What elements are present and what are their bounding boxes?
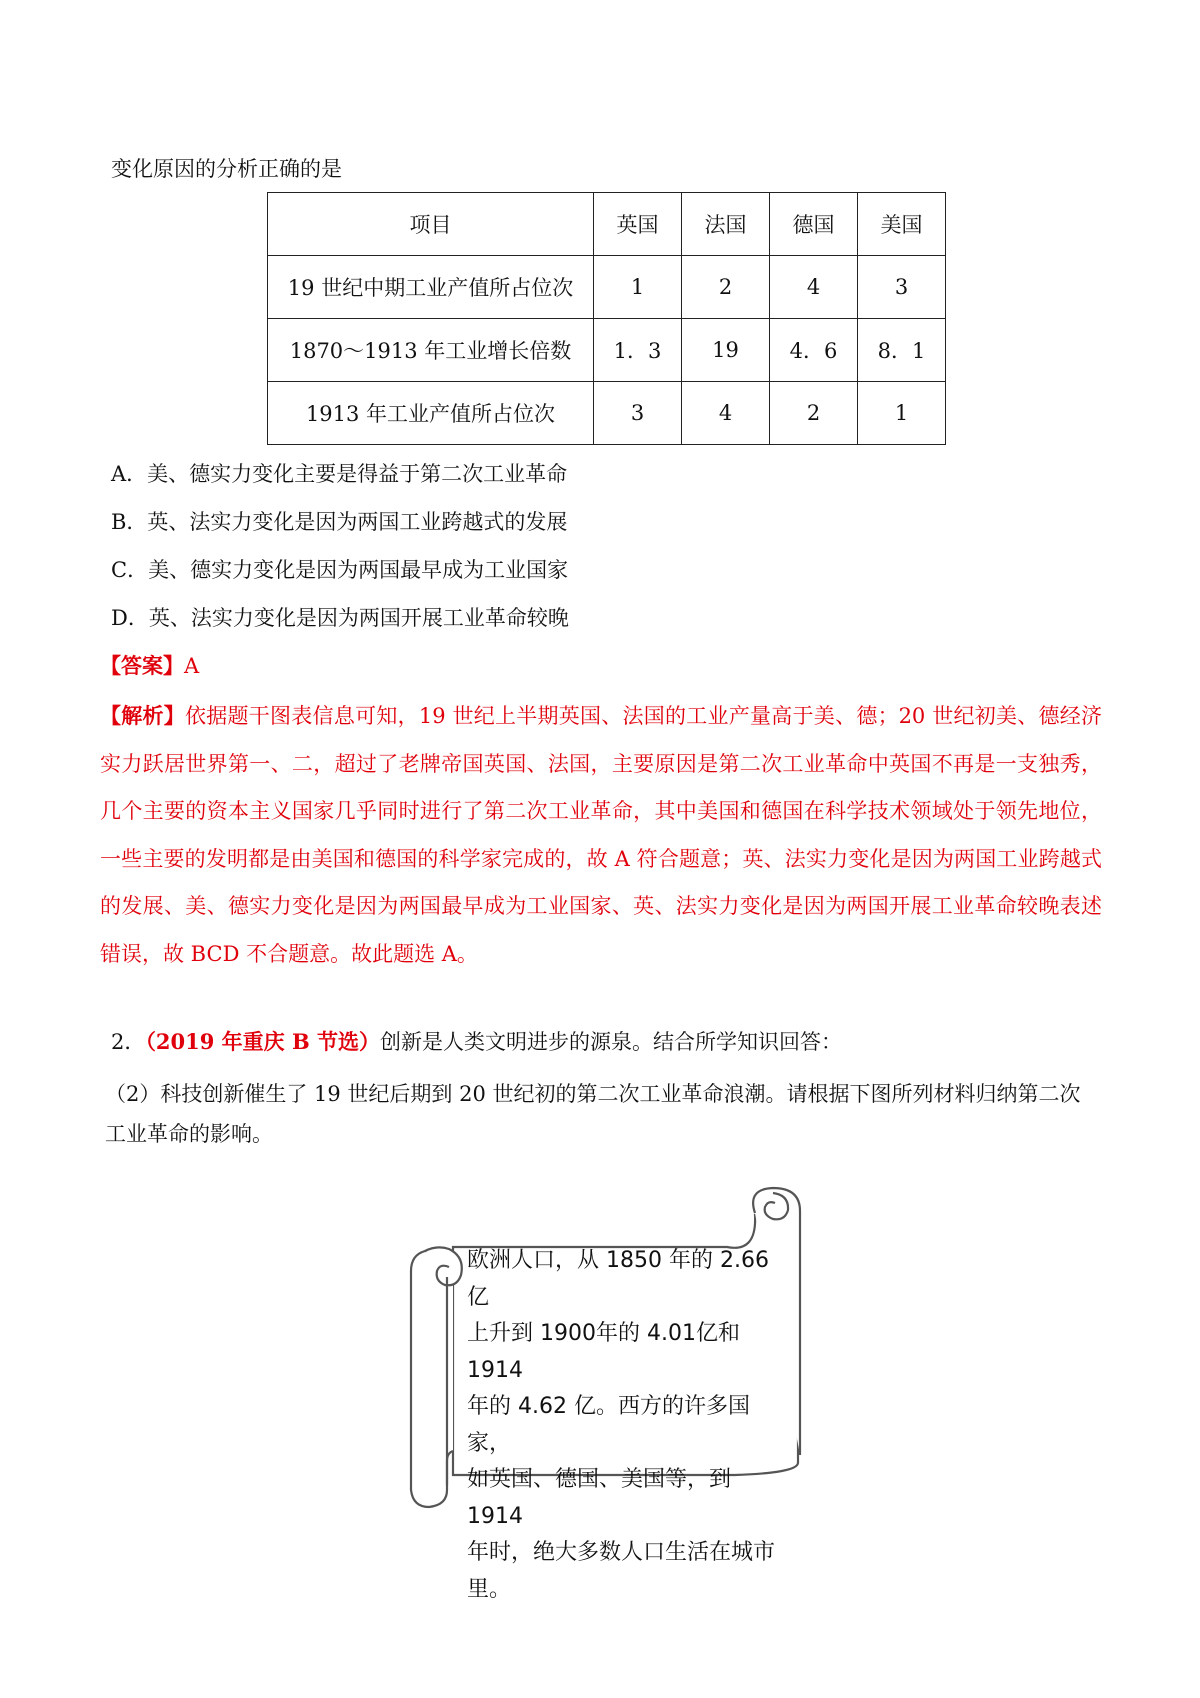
scroll-illustration bbox=[405, 1185, 815, 1602]
table-cell: 1913 年工业产值所占位次 bbox=[268, 382, 594, 445]
analysis-label: 【解析】 bbox=[100, 703, 186, 728]
table-header-cell: 德国 bbox=[770, 193, 858, 256]
table-cell: 2 bbox=[770, 382, 858, 445]
question-2-title bbox=[111, 1026, 842, 1058]
data-table bbox=[267, 192, 946, 445]
table-cell: 8．1 bbox=[858, 319, 946, 382]
table-row bbox=[268, 382, 946, 445]
analysis-paragraph bbox=[100, 692, 1102, 978]
option-b: B．英、法实力变化是因为两国工业跨越式的发展 bbox=[111, 510, 568, 534]
table-cell: 1870～1913 年工业增长倍数 bbox=[268, 319, 594, 382]
table-cell: 4 bbox=[770, 256, 858, 319]
table-cell: 2 bbox=[682, 256, 770, 319]
answer-label: 【答案】 bbox=[100, 653, 184, 678]
table-cell: 1．3 bbox=[594, 319, 682, 382]
table-cell: 1 bbox=[594, 256, 682, 319]
question-intro: 变化原因的分析正确的是 bbox=[111, 157, 342, 181]
table-header-cell: 项目 bbox=[268, 193, 594, 256]
option-d: D．英、法实力变化是因为两国开展工业革命较晚 bbox=[111, 606, 569, 630]
table-cell: 19 世纪中期工业产值所占位次 bbox=[268, 256, 594, 319]
table-cell: 1 bbox=[858, 382, 946, 445]
table-cell: 3 bbox=[858, 256, 946, 319]
table-cell: 4．6 bbox=[770, 319, 858, 382]
question-2-subquestion: （2）科技创新催生了 19 世纪后期到 20 世纪初的第二次工业革命浪潮。请根据下图所列材料归纳第二次工业革命的影响。 bbox=[105, 1082, 1081, 1146]
table-header-cell: 美国 bbox=[858, 193, 946, 256]
table-cell: 4 bbox=[682, 382, 770, 445]
option-a: A．美、德实力变化主要是得益于第二次工业革命 bbox=[111, 462, 568, 486]
question-2-stem: 创新是人类文明进步的源泉。结合所学知识回答： bbox=[380, 1030, 843, 1054]
question-2-source: （2019 年重庆 B 节选） bbox=[145, 1029, 381, 1054]
table-cell: 3 bbox=[594, 382, 682, 445]
question-2-number: 2． bbox=[111, 1030, 146, 1054]
answer-value: A bbox=[184, 654, 200, 678]
option-c: C．美、德实力变化是因为两国最早成为工业国家 bbox=[111, 558, 569, 582]
analysis-text: 依据题干图表信息可知，19 世纪上半期英国、法国的工业产量高于美、德；20 世纪初美、德经济实力跃居世界第一、二，超过了老牌帝国英国、法国，主要原因是第二次工业革命中英国不再是一支独秀，几个主要的资本主义国家几乎同时进行了第二次工业革命，其中美国和德国在科学技术领域处于领先地位，一些主要的发明都是由美国和德国的科学家完成的，故 A 符合题意；英、法实力变化是因为两国工业跨越式的发展、美、德实力变化是因为两国最早成为工业国家、英、法实力变化是因为两国开展工业革命较晚表述错误，故 BCD 不合题意。故此题选 A。 bbox=[100, 704, 1103, 966]
table-header-row bbox=[268, 193, 946, 256]
scroll-text: 欧洲人口，从 1850 年的 2.66 亿 上升到 1900年的 4.01亿和1914 年的 4.62 亿。西方的许多国家， 如英国、德国、美国等，到 1914 年时，绝大多数人口生活在城市 里。 bbox=[467, 1248, 776, 1602]
table-row bbox=[268, 319, 946, 382]
table-cell: 19 bbox=[682, 319, 770, 382]
table-header-cell: 法国 bbox=[682, 193, 770, 256]
table-row bbox=[268, 256, 946, 319]
answer-line bbox=[100, 650, 199, 682]
table-header-cell: 英国 bbox=[594, 193, 682, 256]
